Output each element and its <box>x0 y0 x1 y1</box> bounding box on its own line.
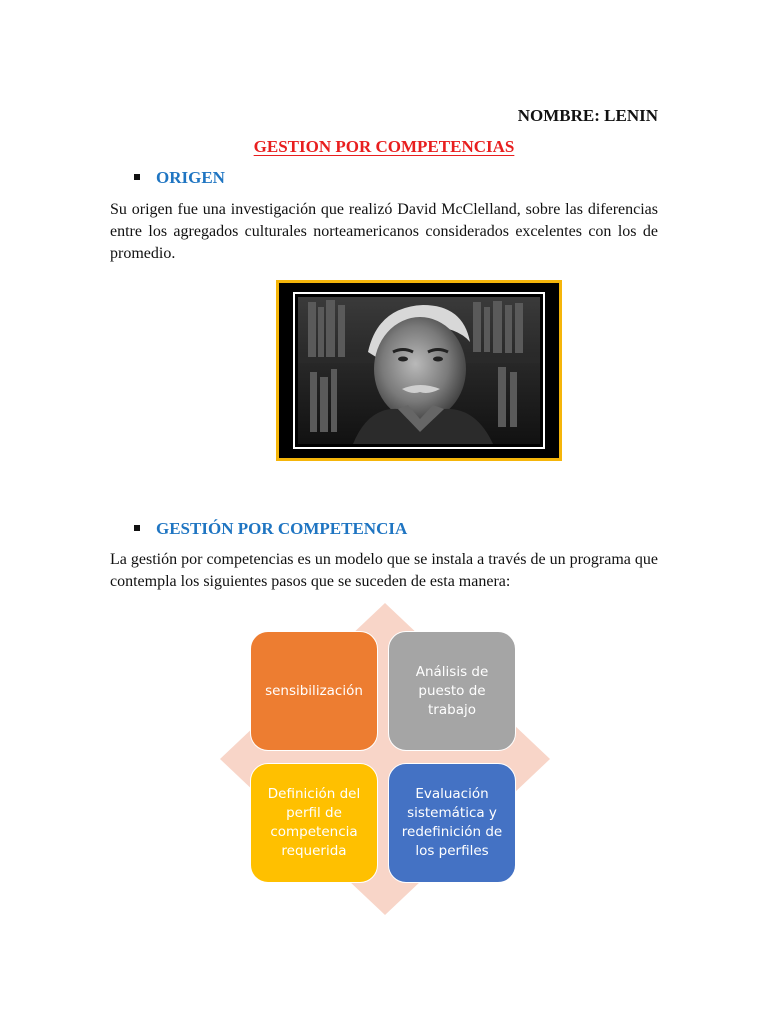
section-heading-origen <box>134 168 225 188</box>
portrait-image <box>298 297 540 444</box>
bullet-icon <box>134 525 140 531</box>
author-name: NOMBRE: LENIN <box>517 106 658 125</box>
section-heading-text: GESTIÓN POR COMPETENCIA <box>156 519 408 538</box>
portrait-photo-inner <box>293 292 545 449</box>
step-evaluacion-sistematica: Evaluación sistemática y redefinición de los perfiles <box>388 763 516 883</box>
section-heading-gestion <box>134 519 407 539</box>
step-definicion-perfil: Definición del perfil de competencia requerida <box>250 763 378 883</box>
step-sensibilizacion: sensibilización <box>250 631 378 751</box>
document-title <box>0 137 768 157</box>
document-title-text: GESTION POR COMPETENCIAS <box>253 137 515 156</box>
gestion-paragraph: La gestión por competencias es un modelo que se instala a través de un programa que contempla los siguientes pasos que se suceden de esta manera: <box>110 551 658 590</box>
step-analisis-puesto: Análisis de puesto de trabajo <box>388 631 516 751</box>
competency-steps-diagram <box>220 603 550 915</box>
bullet-icon <box>134 174 140 180</box>
section-heading-text: ORIGEN <box>156 168 225 187</box>
origen-paragraph: Su origen fue una investigación que realizó David McClelland, sobre las diferencias entre los agregados culturales norteamericanos considerados excelentes con los de promedio. <box>110 201 658 262</box>
portrait-photo <box>276 280 562 461</box>
